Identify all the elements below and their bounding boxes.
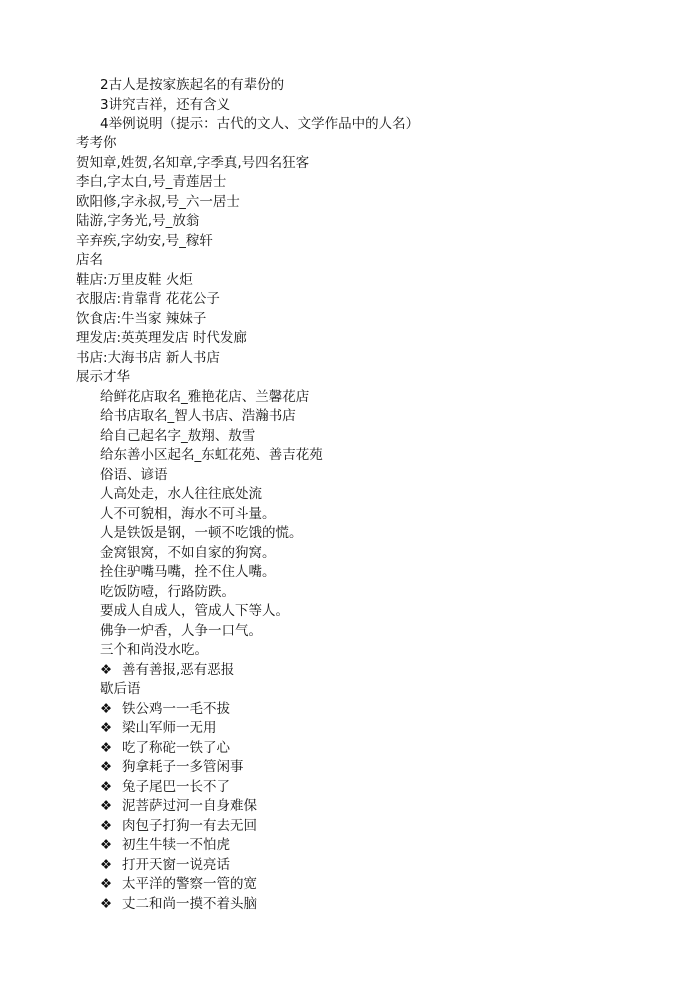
talent-item: 给鲜花店取名_雅艳花店、兰馨花店 xyxy=(100,388,310,405)
intro-point-3: 3讲究吉祥，还有含义 xyxy=(100,96,231,113)
xiehouyu-text: 兔子尾巴一长不了 xyxy=(122,778,230,795)
diamond-bullet-icon: ❖ xyxy=(100,778,113,795)
diamond-bullet-icon: ❖ xyxy=(100,817,113,834)
talent-item: 给自己起名字_敖翔、敖雪 xyxy=(100,427,256,444)
proverb-item: 佛争一炉香，人争一口气。 xyxy=(100,622,262,639)
shop-item: 书店:大海书店 新人书店 xyxy=(76,349,220,366)
xiehouyu-text: 肉包子打狗一有去无回 xyxy=(122,817,257,834)
diamond-bullet-icon: ❖ xyxy=(100,895,113,912)
talent-item: 给书店取名_智人书店、浩瀚书店 xyxy=(100,408,296,424)
diamond-bullet-icon: ❖ xyxy=(100,661,113,678)
shop-item: 饮食店:牛当家 辣妹子 xyxy=(76,310,207,327)
proverbs-heading: 俗语、谚语 xyxy=(100,466,168,483)
proverb-item: 人高处走，水人往往底处流 xyxy=(100,486,262,502)
xiehouyu-item xyxy=(100,875,257,894)
proverb-item: 拴住驴嘴马嘴，拴不住人嘴。 xyxy=(100,564,276,580)
quiz-item: 辛弃疾,字幼安,号_稼轩 xyxy=(76,232,213,249)
xiehouyu-text: 梁山军师一无用 xyxy=(122,720,217,736)
shop-item: 衣服店:肯靠背 花花公子 xyxy=(76,291,220,307)
xiehouyu-heading: 歇后语 xyxy=(100,681,141,697)
diamond-bullet-icon: ❖ xyxy=(100,720,113,736)
bullet-list-item xyxy=(100,661,234,680)
xiehouyu-item xyxy=(100,797,257,816)
intro-point-2: 2古人是按家族起名的有辈份的 xyxy=(100,77,285,93)
quiz-item: 陆游,字务光,号_放翁 xyxy=(76,213,200,229)
xiehouyu-item xyxy=(100,836,230,855)
proverb-item: 金窝银窝，不如自家的狗窝。 xyxy=(100,544,276,561)
xiehouyu-item xyxy=(100,758,244,777)
xiehouyu-text: 打开天窗一说亮话 xyxy=(122,856,230,873)
xiehouyu-text: 初生牛犊一不怕虎 xyxy=(122,837,230,853)
xiehouyu-text: 狗拿耗子一多管闲事 xyxy=(122,759,244,775)
proverb-item: 吃饭防噎，行路防跌。 xyxy=(100,583,235,600)
proverb-item: 善有善报,恶有恶报 xyxy=(122,661,235,678)
diamond-bullet-icon: ❖ xyxy=(100,739,113,756)
xiehouyu-item xyxy=(100,719,217,738)
diamond-bullet-icon: ❖ xyxy=(100,876,113,892)
proverb-item: 要成人自成人，管成人下等人。 xyxy=(100,603,289,619)
xiehouyu-text: 丈二和尚一摸不着头脑 xyxy=(122,895,257,912)
shops-heading: 店名 xyxy=(76,252,103,268)
diamond-bullet-icon: ❖ xyxy=(100,837,113,853)
xiehouyu-item xyxy=(100,895,257,914)
proverb-item: 三个和尚没水吃。 xyxy=(100,642,208,658)
quiz-item: 李白,字太白,号_青莲居士 xyxy=(76,174,227,190)
quiz-item: 欧阳修,字永叔,号_六一居士 xyxy=(76,193,240,210)
proverb-item: 人是铁饭是钢，一顿不吃饿的慌。 xyxy=(100,525,303,541)
xiehouyu-item xyxy=(100,778,230,797)
quiz-heading: 考考你 xyxy=(76,135,117,151)
xiehouyu-text: 铁公鸡一一毛不拔 xyxy=(122,700,230,717)
diamond-bullet-icon: ❖ xyxy=(100,700,113,717)
xiehouyu-item xyxy=(100,817,257,836)
xiehouyu-text: 太平洋的警察一管的宽 xyxy=(122,876,257,892)
shop-item: 理发店:英英理发店 时代发廊 xyxy=(76,330,247,346)
shop-item: 鞋店:万里皮鞋 火炬 xyxy=(76,271,193,288)
quiz-item: 贺知章,姓贺,名知章,字季真,号四名狂客 xyxy=(76,154,310,171)
proverb-item: 人不可貌相，海水不可斗量。 xyxy=(100,505,276,522)
intro-point-4: 4举例说明（提示：古代的文人、文学作品中的人名） xyxy=(100,116,420,132)
xiehouyu-item xyxy=(100,700,230,719)
diamond-bullet-icon: ❖ xyxy=(100,759,113,775)
xiehouyu-text: 吃了称砣一铁了心 xyxy=(122,739,230,756)
xiehouyu-text: 泥菩萨过河一自身难保 xyxy=(122,798,257,814)
xiehouyu-item xyxy=(100,739,230,758)
talent-heading: 展示才华 xyxy=(76,369,130,385)
talent-item: 给东善小区起名_东虹花苑、善吉花苑 xyxy=(100,447,323,463)
diamond-bullet-icon: ❖ xyxy=(100,856,113,873)
diamond-bullet-icon: ❖ xyxy=(100,798,113,814)
xiehouyu-item xyxy=(100,856,230,875)
